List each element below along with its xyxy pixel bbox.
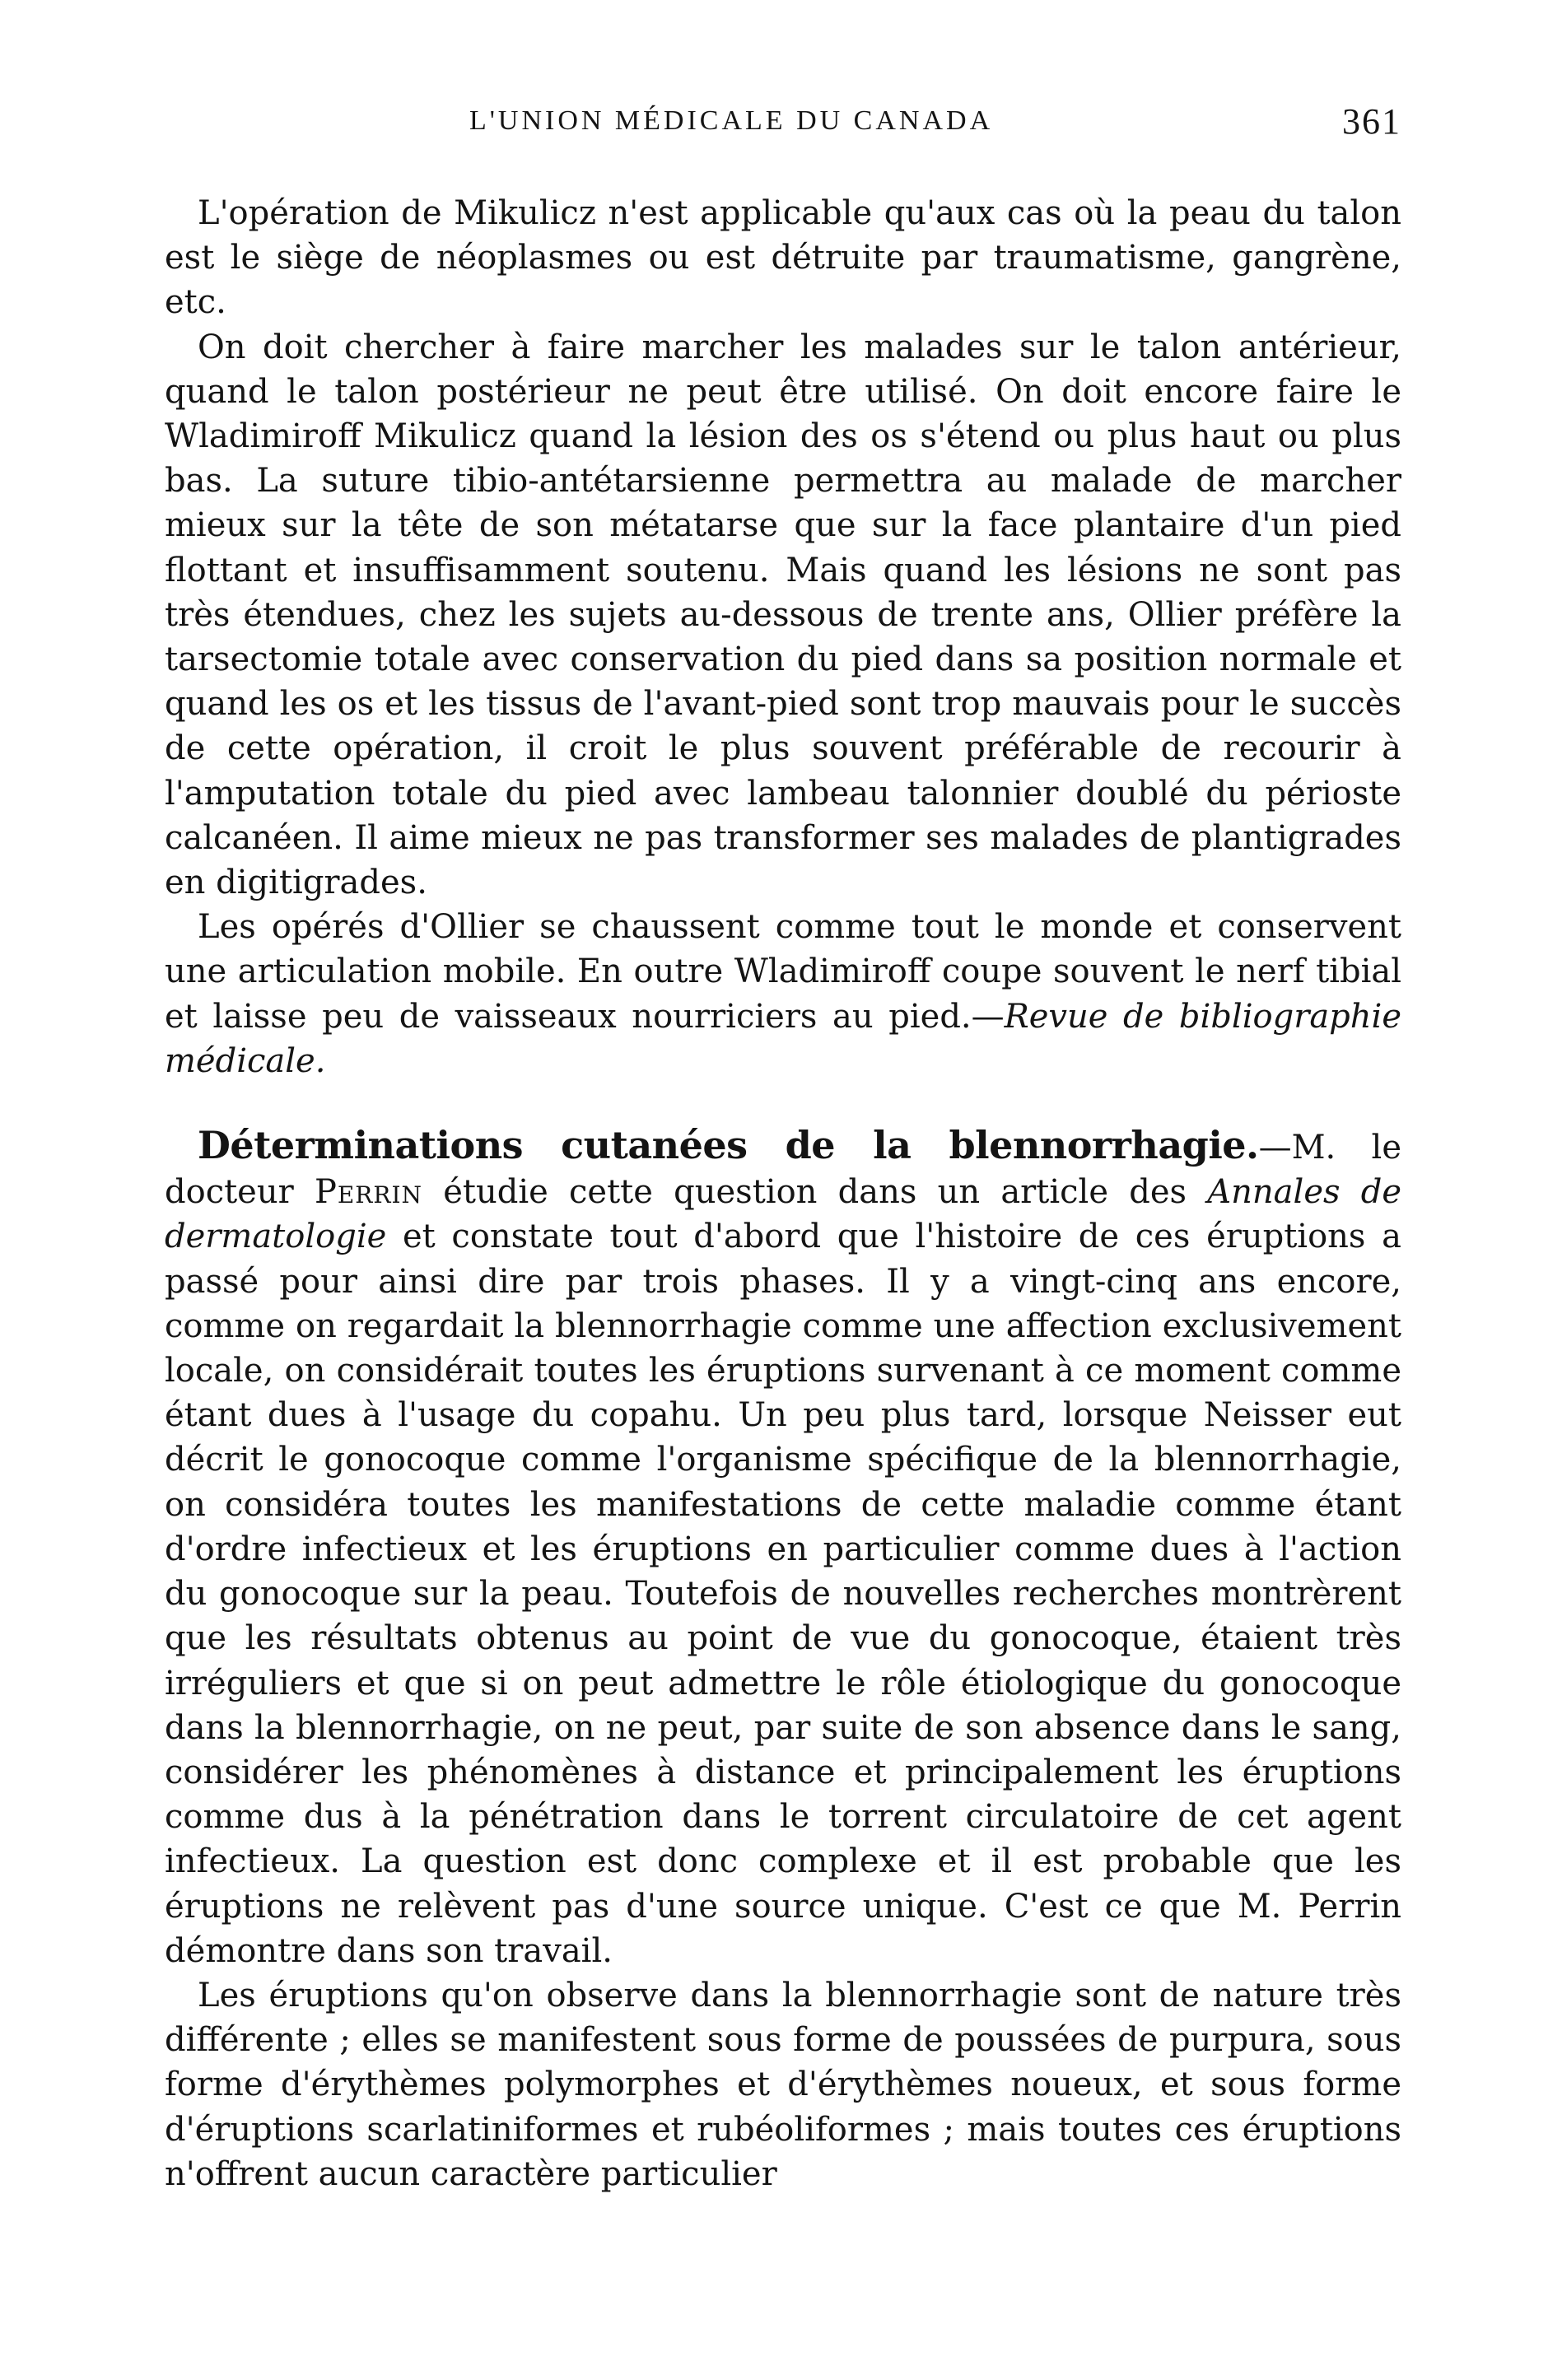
body-text <box>165 191 1401 2196</box>
page-number: 361 <box>1342 101 1401 142</box>
article-lead-in: —M. le docteur <box>165 1129 1401 1212</box>
paragraph-ollier-text: Les opérés d'Ollier se chaussent comme tout le monde et conservent une articulation mobile. En outre Wladimiroff coupe souvent le nerf tibial et laisse peu de vaisseaux nourriciers au pied.— <box>165 908 1401 1036</box>
paragraph-ollier-patients <box>165 905 1401 1083</box>
journal-name: Annales de dermatologie <box>165 1173 1402 1256</box>
paragraph-eruptions-types: Les éruptions qu'on observe dans la blennorrhagie sont de nature très différente ; elles se manifestent sous forme de poussées de purpura, sous forme d'érythèmes polymorphes et d'érythèmes noueux, et sous forme d'éruptions scarlatiniformes et rubéoliformes ; mais toutes ces éruptions n'offrent aucun caractère particulier <box>165 1976 1401 2193</box>
section-divider-space <box>165 1083 1401 1123</box>
running-title: L'UNION MÉDICALE DU CANADA <box>469 105 994 136</box>
author-name: Perrin <box>314 1173 423 1212</box>
running-head <box>165 101 1401 155</box>
article-title: Déterminations cutanées de la blennorrhagie. <box>198 1123 1259 1168</box>
intro-text-a: étudie cette question dans un article des <box>443 1173 1187 1212</box>
paragraph-anterior-heel: On doit chercher à faire marcher les malades sur le talon antérieur, quand le talon postérieur ne peut être utilisé. On doit encore faire le Wladimiroff Mikulicz quand la lésion des os s'étend ou plus haut ou plus bas. La suture tibio-antétarsienne permettra au malade de marcher mieux sur la tête de son métatarse que sur la face plantaire d'un pied flottant et insuffisamment soutenu. Mais quand les lésions ne sont pas très étendues, chez les sujets au-dessous de trente ans, Ollier préfère la tarsectomie totale avec conservation du pied dans sa position normale et quand les os et les tissus de l'avant-pied sont trop mauvais pour le succès de cette opération, il croit le plus souvent préférable de recourir à l'amputation totale du pied avec lambeau talonnier doublé du périoste calcanéen. Il aime mieux ne pas transformer ses malades de plantigrades en digitigrades. <box>165 328 1401 902</box>
source-citation: Revue de bibliographie médicale. <box>165 997 1401 1080</box>
intro-text-b: et constate tout d'abord que l'histoire de ces éruptions a passé pour ainsi dire par trois phases. Il y a vingt-cinq ans encore, comme on regardait la blennorrhagie comme une affection exclusivement locale, on considérait toutes les éruptions survenant à ce moment comme étant dues à l'usage du copahu. Un peu plus tard, lorsque Neisser eut décrit le gonocoque comme l'organisme spécifique de la blennorrhagie, on considéra toutes les manifestations de cette maladie comme étant d'ordre infectieux et les éruptions en particulier comme dues à l'action du gonocoque sur la peau. Toutefois de nouvelles recherches montrèrent que les résultats obtenus au point de vue du gonocoque, étaient très irréguliers et que si on peut admettre le rôle étiologique du gonocoque dans la blennorrhagie, on ne peut, par suite de son absence dans le sang, considérer les phénomènes à distance et principalement les éruptions comme dus à la pénétration dans le torrent circulatoire de cet agent infectieux. La question est donc complexe et il est probable que les éruptions ne relèvent pas d'une source unique. C'est ce que M. Perrin démontre dans son travail. <box>165 1218 1401 1970</box>
paragraph-blennorrhagie-intro <box>165 1123 1401 1973</box>
paragraph-mikulicz-operation: L'opération de Mikulicz n'est applicable qu'aux cas où la peau du talon est le siège de néoplasmes ou est détruite par traumatisme, gangrène, etc. <box>165 194 1401 322</box>
